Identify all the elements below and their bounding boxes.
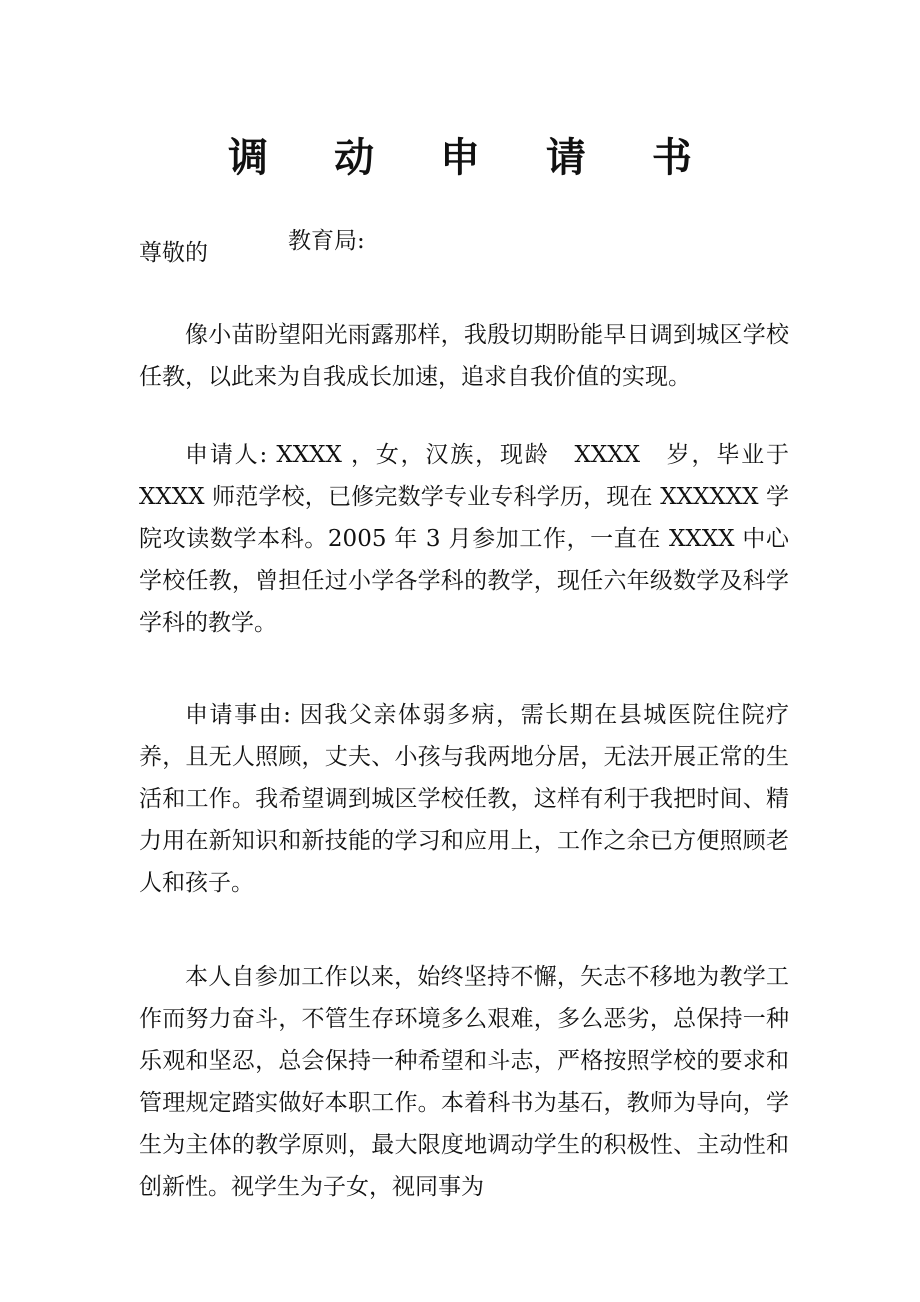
- greeting-recipient: 教育局:: [288, 228, 365, 254]
- paragraph-performance: 本人自参加工作以来，始终坚持不懈，矢志不移地为教学工作而努力奋斗，不管生存环境多么艰难，多么恶劣，总保持一种乐观和坚忍，总会保持一种希望和斗志，严格按照学校的要求和管理规定踏实做好本职工作。本着科书为基石，教师为导向，学生为主体的教学原则，最大限度地调动学生的积极性、主动性和创新性。视学生为子女，视同事为: [139, 964, 789, 1200]
- paragraph-reason: 申请事由: 因我父亲体弱多病，需长期在县城医院住院疗养，且无人照顾，丈夫、小孩与我两地分居，无法开展正常的生活和工作。我希望调到城区学校任教，这样有利于我把时间、精力用在新知识和新技能的学习和应用上，工作之余已方便照顾老人和孩子。: [139, 702, 789, 896]
- paragraph-intro: 像小苗盼望阳光雨露那样，我殷切期盼能早日调到城区学校任教，以此来为自我成长加速，追求自我价值的实现。: [139, 322, 789, 390]
- greeting-salutation: 尊敬的: [139, 240, 208, 266]
- paragraph-applicant: 申请人: XXXX ，女，汉族，现龄 XXXX 岁，毕业于 XXXX 师范学校，已修完数学专业专科学历，现在 XXXXXX 学院攻读数学本科。2005 年 3 月参加工作，一直在 XXXX 中心学校任教，曾担任过小学各学科的教学，现任六年级数学及科学学科的教学。: [139, 442, 789, 636]
- document-title: 调 动 申 请 书: [228, 135, 718, 181]
